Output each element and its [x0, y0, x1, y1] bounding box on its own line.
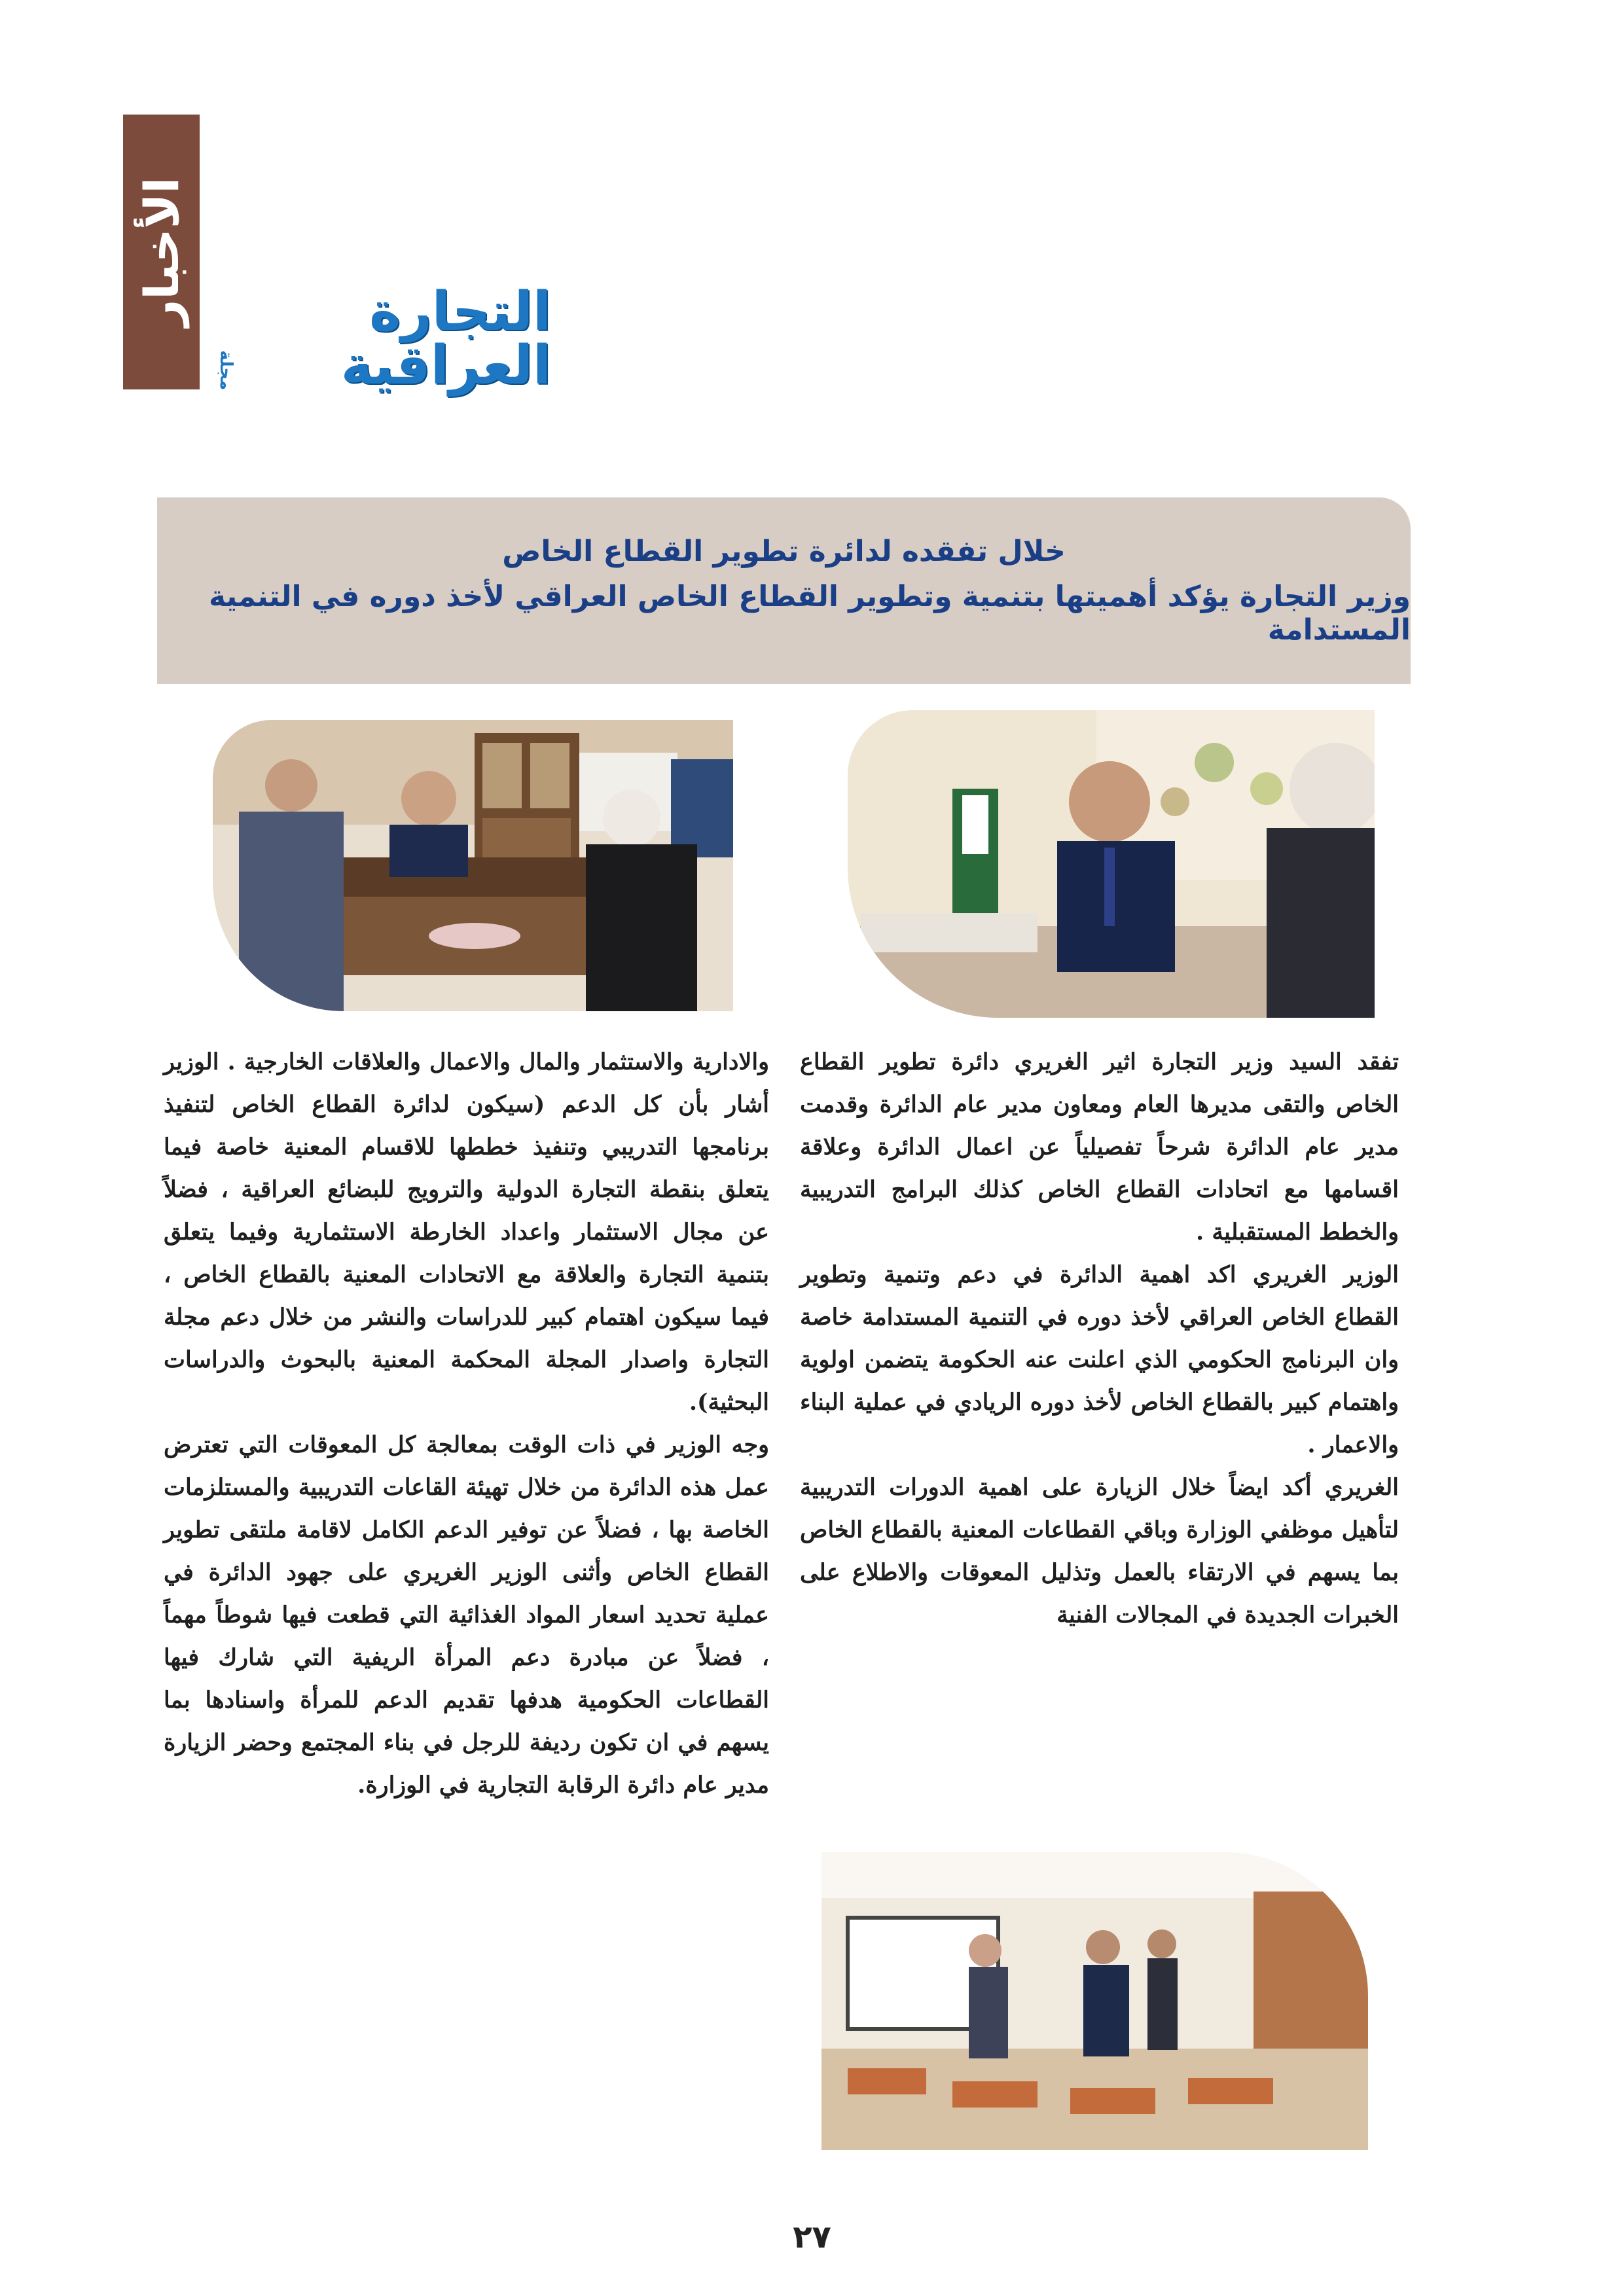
- magazine-logo: [211, 281, 551, 397]
- article-paragraph: والادارية والاستثمار والمال والاعمال والعلاقات الخارجية . الوزير أشار بأن كل الدعم (سيكون لدائرة القطاع الخاص لتنفيذ برنامجها التدريبي وتنفيذ خططها للاقسام المعنية خاصة فيما يتعلق بنقطة التجارة الدولية والترويج للبضائع العراقية ، فضلاً عن مجال الاستثمار واعداد الخارطة الاستثمارية وفيما يتعلق بتنمية التجارة والعلاقة مع الاتحادات المعنية بالقطاع الخاص ، فيما سيكون اهتمام كبير للدراسات والنشر من خلال دعم مجلة التجارة واصدار المجلة المحكمة المعنية بالبحوث والدراسات البحثية).: [164, 1049, 769, 1416]
- article-paragraph: الغريري أكد ايضاً خلال الزيارة على اهمية الدورات التدريبية لتأهيل موظفي الوزارة وباقي القطاعات المعنية بالقطاع الخاص بما يسهم في الارتقاء بالعمل وتذليل المعوقات والاطلاع على الخبرات الجديدة في المجالات الفنية: [800, 1474, 1399, 1628]
- article-paragraph: وجه الوزير في ذات الوقت بمعالجة كل المعوقات التي تعترض عمل هذه الدائرة من خلال تهيئة القاعات التدريبية والمستلزمات الخاصة بها ، فضلاً عن توفير الدعم الكامل لاقامة ملتقى تطوير القطاع الخاص وأثنى الوزير الغريري على جهود الدائرة في عملية تحديد اسعار المواد الغذائية التي قطعت فيها شوطاً مهماً ، فضلاً عن مبادرة دعم المرأة الريفية التي شارك فيها القطاعات الحكومية هدفها تقديم الدعم للمرأة واسنادها بما يسهم في ان تكون رديفة للرجل في بناء المجتمع وحضر الزيارة مدير عام دائرة الرقابة التجارية في الوزارة.: [164, 1431, 769, 1799]
- brand-subtitle: مجلة: [216, 350, 236, 390]
- brand-title: التجارة العراقية: [340, 281, 551, 397]
- page-number: ٢٧: [793, 2219, 831, 2255]
- article-column-left: [164, 1041, 769, 1806]
- photo-meeting-office: [213, 720, 733, 1011]
- headline-kicker: خلال تفقده لدائرة تطوير القطاع الخاص: [502, 535, 1066, 568]
- article-column-right: [800, 1041, 1399, 1636]
- section-tab: [123, 115, 200, 389]
- article-paragraph: تفقد السيد وزير التجارة اثير الغريري دائرة تطوير القطاع الخاص والتقى مديرها العام ومعاون مدير عام الدائرة وقدمت مدير عام الدائرة شرحاً تفصيلياً عن اعمال الدائرة وعلاقة اقسامها مع اتحادات القطاع الخاص كذلك البرامج التدريبية والخطط المستقبلية .: [800, 1049, 1399, 1246]
- headline-banner: [157, 497, 1411, 684]
- headline-title: وزير التجارة يؤكد أهميتها بتنمية وتطوير القطاع الخاص العراقي لأخذ دوره في التنمية المستدامة: [208, 580, 1411, 647]
- section-label: الأخبار: [134, 177, 189, 327]
- photo-minister-desk: [848, 710, 1375, 1018]
- photo-training-room: [821, 1852, 1368, 2150]
- article-paragraph: الوزير الغريري اكد اهمية الدائرة في دعم وتنمية وتطوير القطاع الخاص العراقي لأخذ دوره في التنمية المستدامة خاصة وان البرنامج الحكومي الذي اعلنت عنه الحكومة يتضمن اولوية واهتمام كبير بالقطاع الخاص لأخذ دوره الريادي في عملية البناء والاعمار .: [800, 1261, 1399, 1458]
